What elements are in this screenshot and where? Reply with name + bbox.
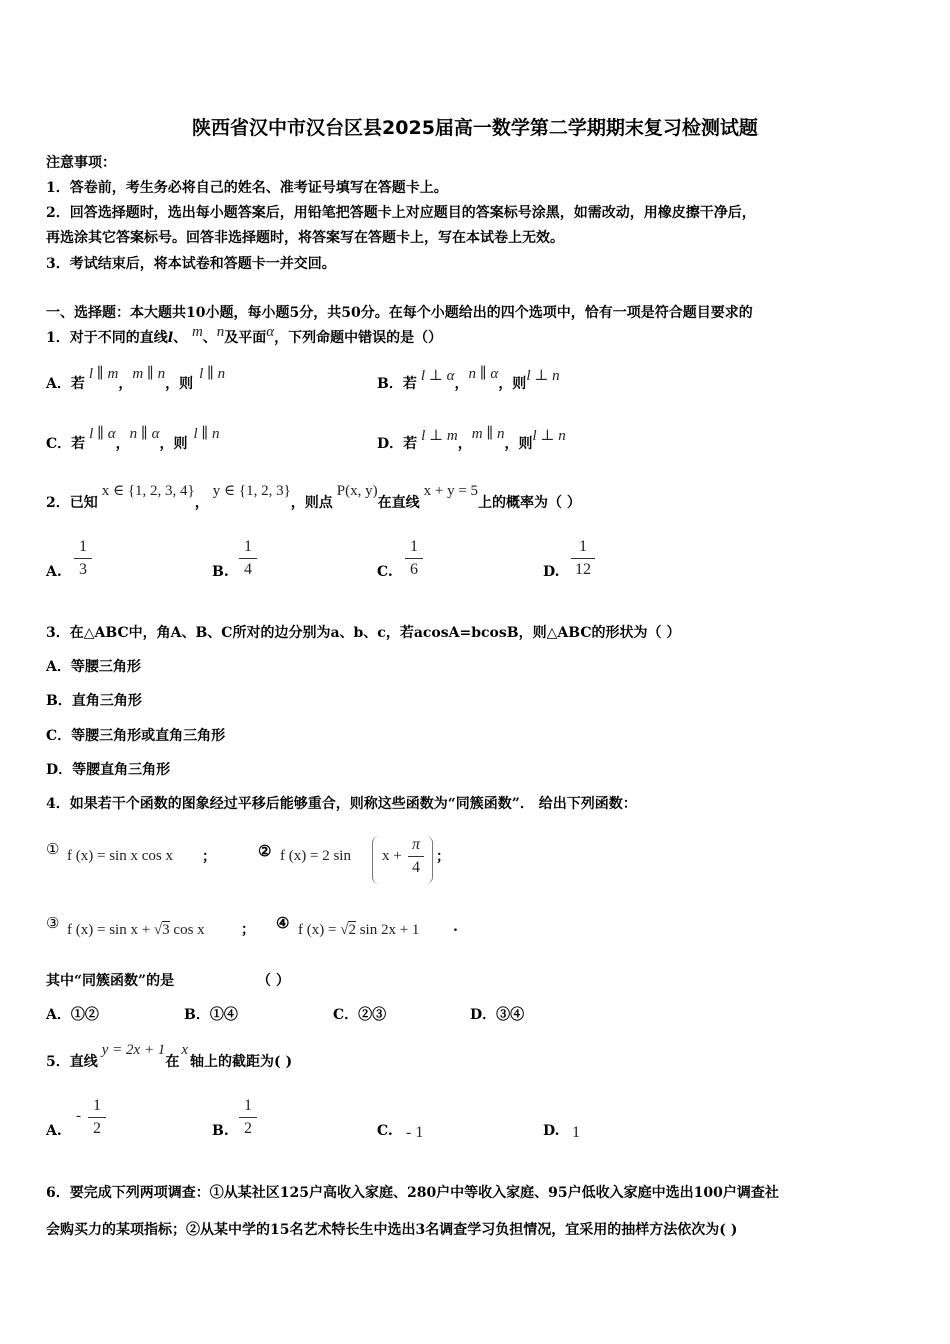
left-paren — [372, 836, 379, 884]
page-title: 陕西省汉中市汉台区县2025届高一数学第二学期期末复习检测试题 — [192, 117, 758, 139]
option-label: A. — [46, 1123, 62, 1139]
denominator: 6 — [410, 561, 418, 578]
function-mark: ② — [258, 842, 272, 860]
q5-axis: x — [181, 1042, 188, 1058]
option-label: D．若 — [377, 436, 418, 452]
question-4-stem: 4．如果若干个函数的图象经过平移后能够重合，则称这些函数为“同簇函数”． 给出下列函数： — [46, 796, 637, 812]
numerator: 1 — [244, 1097, 252, 1114]
fraction — [408, 835, 424, 878]
answer-blank: （ ） — [257, 973, 290, 989]
q2-set-y: y ∈ {1, 2, 3} — [212, 483, 291, 499]
fraction — [571, 537, 595, 580]
then: ，则 — [498, 376, 527, 392]
numerator: 1 — [93, 1097, 101, 1114]
option-label: D. — [543, 1123, 560, 1139]
q1-l: l — [167, 330, 174, 346]
q2-point: P(x, y) — [336, 483, 378, 499]
sep: . — [453, 919, 458, 935]
section-header: 一、选择题：本大题共10小题，每小题5分，共50分。在每个小题给出的四个选项中，恰有一项是符合题目要求的 — [46, 305, 753, 321]
math: l ∥ n — [199, 366, 226, 382]
function-mark: ③ — [46, 914, 60, 932]
q1-alpha: α — [266, 324, 275, 340]
minus-sign: - — [76, 1108, 81, 1124]
sep: ； — [202, 849, 216, 865]
q1-sep: 、 — [173, 330, 188, 346]
then: ，则 — [504, 436, 533, 452]
question-2-stem — [46, 483, 581, 512]
function-4-right: sin 2x + 1 — [359, 922, 420, 938]
denominator: 4 — [244, 561, 252, 578]
q1-plane-text: 及平面 — [224, 330, 267, 346]
option-label: B．若 — [377, 376, 417, 392]
fraction — [239, 1096, 257, 1139]
function-1: f (x) = sin x cos x — [67, 848, 173, 864]
numerator: 1 — [79, 538, 87, 555]
q4-option-d: D．③④ — [470, 1007, 525, 1023]
function-2-left: f (x) = 2 sin — [280, 848, 351, 864]
math: l ⊥ n — [526, 368, 560, 384]
right-paren — [426, 836, 433, 884]
q1-option-c — [46, 426, 220, 453]
q2-text: 在直线 — [377, 495, 420, 511]
q5-suffix: 轴上的截距为( ) — [189, 1054, 293, 1070]
q4-option-b: B．①④ — [184, 1007, 238, 1023]
q5-text: 在 — [165, 1054, 180, 1070]
function-3-right: cos x — [173, 922, 205, 938]
q5-line: y = 2x + 1 — [101, 1042, 166, 1058]
q4-option-a: A．①② — [46, 1007, 99, 1023]
q1-suffix: ，下列命题中错误的是（） — [274, 330, 443, 346]
fraction — [88, 1096, 106, 1139]
sep: ， — [454, 376, 469, 392]
q5-prefix: 5．直线 — [46, 1054, 98, 1070]
denominator: 2 — [93, 1120, 101, 1137]
function-2-inner: x + — [382, 848, 402, 864]
question-1-stem — [46, 324, 443, 347]
q1-option-a — [46, 366, 226, 393]
sqrt: √2 — [340, 922, 356, 938]
math: n ∥ α — [468, 366, 499, 382]
option-label: A. — [46, 564, 62, 580]
q3-option-c: C．等腰三角形或直角三角形 — [46, 728, 226, 744]
option-label: C．若 — [46, 436, 86, 452]
function-4 — [298, 922, 419, 939]
q2-line: x + y = 5 — [423, 483, 479, 499]
sep: ； — [241, 922, 255, 938]
sqrt: √3 — [153, 922, 170, 938]
q1-n: n — [216, 324, 225, 340]
q4-question: 其中“同簇函数”的是 — [46, 973, 175, 989]
sqrt-radicand: 2 — [348, 922, 356, 938]
math: l ∥ n — [193, 426, 220, 442]
math: m ∥ n — [132, 366, 166, 382]
q3-option-b: B．直角三角形 — [46, 693, 142, 709]
then: ，则 — [165, 376, 194, 392]
question-3-stem: 3．在△ABC中，角A、B、C所对的边分别为a、b、c，若acosA=bcosB，则△ABC的形状为（ ） — [46, 625, 681, 641]
numerator: π — [411, 836, 420, 853]
math: l ∥ α — [89, 426, 116, 442]
q4-option-c: C．②③ — [333, 1007, 387, 1023]
option-label: C. — [377, 564, 393, 580]
denominator: 3 — [79, 561, 87, 578]
function-mark: ① — [46, 840, 60, 858]
sqrt-radicand: 3 — [162, 922, 170, 938]
notice-heading: 注意事项： — [46, 155, 116, 171]
function-4-left: f (x) = — [298, 922, 337, 938]
q1-option-d — [377, 426, 566, 453]
sep: ； — [436, 849, 450, 865]
math: l ⊥ α — [420, 368, 455, 384]
math: m ∥ n — [471, 426, 505, 442]
function-3-left: f (x) = sin x + — [67, 922, 151, 938]
option-label: D. — [543, 564, 560, 580]
numerator: 1 — [410, 538, 418, 555]
math: l ⊥ m — [421, 428, 458, 444]
question-6-line: 会购买力的某项指标；②从某中学的15名艺术特长生中选出3名调查学习负担情况，宜采用的抽样方法依次为( ) — [46, 1222, 738, 1238]
denominator: 12 — [575, 561, 591, 578]
function-mark: ④ — [276, 914, 290, 932]
denominator: 2 — [244, 1120, 252, 1137]
math: l ⊥ n — [532, 428, 566, 444]
math: n ∥ α — [129, 426, 160, 442]
sep: ， — [194, 495, 209, 511]
sep: ， — [457, 436, 472, 452]
option-label: C. — [377, 1123, 393, 1139]
q1-sep: 、 — [202, 330, 217, 346]
option-label: B. — [212, 1123, 229, 1139]
option-value: - 1 — [406, 1124, 424, 1141]
question-5-stem — [46, 1042, 293, 1071]
notice-line: 1．答卷前，考生务必将自己的姓名、准考证号填写在答题卡上。 — [46, 180, 448, 196]
math: l ∥ m — [88, 366, 119, 382]
q1-m: m — [191, 324, 203, 340]
notice-line: 再选涂其它答案标号。回答非选择题时，将答案写在答题卡上，写在本试卷上无效。 — [46, 230, 564, 246]
numerator: 1 — [244, 538, 252, 555]
sep: ， — [118, 376, 133, 392]
function-3 — [67, 922, 205, 939]
q1-prefix: 1．对于不同的直线 — [46, 330, 168, 346]
option-value: 1 — [572, 1124, 580, 1141]
q2-prefix: 2．已知 — [46, 495, 98, 511]
question-6-line: 6．要完成下列两项调查：①从某社区125户高收入家庭、280户中等收入家庭、95户低收入家庭中选出100户调查社 — [46, 1185, 779, 1201]
fraction — [74, 537, 92, 580]
fraction — [405, 537, 423, 580]
notice-line: 2．回答选择题时，选出每小题答案后，用铅笔把答题卡上对应题目的答案标号涂黑，如需改动，用橡皮擦干净后， — [46, 205, 756, 221]
q3-option-d: D．等腰直角三角形 — [46, 762, 171, 778]
option-label: B. — [212, 564, 229, 580]
q2-suffix: 上的概率为（ ） — [478, 495, 581, 511]
option-label: A．若 — [46, 376, 85, 392]
numerator: 1 — [579, 538, 587, 555]
q3-option-a: A．等腰三角形 — [46, 659, 141, 675]
sep: ， — [115, 436, 130, 452]
q1-option-b — [377, 366, 560, 393]
denominator: 4 — [412, 859, 420, 876]
q2-text: ，则点 — [290, 495, 333, 511]
q2-set-x: x ∈ {1, 2, 3, 4} — [101, 483, 195, 499]
notice-line: 3．考试结束后，将本试卷和答题卡一并交回。 — [46, 256, 336, 272]
fraction — [239, 537, 257, 580]
then: ，则 — [159, 436, 188, 452]
